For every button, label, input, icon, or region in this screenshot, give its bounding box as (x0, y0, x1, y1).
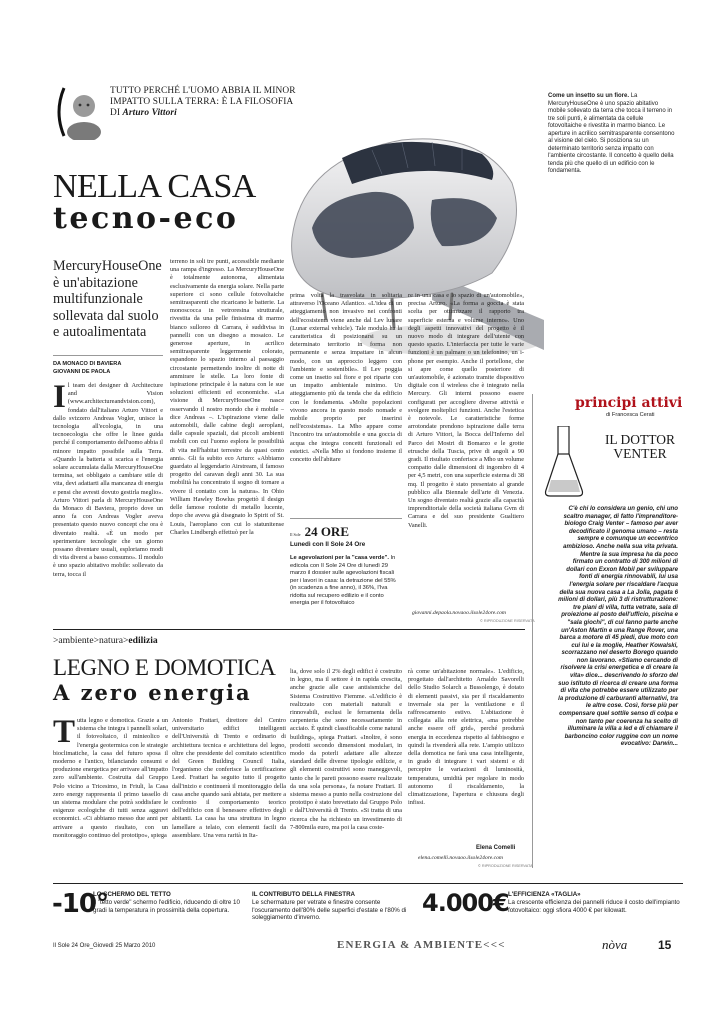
article2-author: Elena Comelli (476, 845, 516, 851)
factbar-value-3: 4.000€ (422, 889, 509, 917)
sidebar-headline: IL DOTTOR VENTER (604, 432, 676, 461)
article-column-3 (290, 292, 402, 514)
kicker-text: TUTTO PERCHÉ L'UOMO ABBIA IL MINOR IMPATTO SULLA TERRA: È LA FILOSOFIA DI (110, 86, 296, 118)
article2-column-4 (408, 668, 524, 848)
sidebar-rule (532, 394, 533, 868)
footer-brand: nòva (602, 937, 628, 952)
section-label (53, 635, 158, 646)
promo-box (290, 518, 402, 614)
section-prefix: >ambiente>natura> (53, 635, 129, 646)
column-2-text: terreno in soli tre punti, accessibile mediante una rampa d'ingresso. La MercuryHouseOne è totalmente autonoma, alimentata esclusivamente da energia solare. Nella parte superiore ci sono cellule fotovoltaiche semitrasparenti che ricaricano le batterie. La monoscocca in vetroresina strutturale, rivestita da una pelle finissima di marmo bianco sulloreo di Carrara, è suddivisa in pannelli con un disegno a mosaico. Le generose aperture, in acrilico semitrasparente leggermente colorato, espandono lo spazio interno al paesaggio circostante permettendo inoltre di notte di ammirare le stelle. La loro fonte di ispirazione principale è la natura con le sue soluzioni efficienti ed economiche. «La visione di MercuryHouseOne nasce osservando il nostro mondo che è mobile – dice Andreas –. L'ispirazione viene dalle automobili, dalle cabine degli aeroplani, dalle capsule spaziali, dai piccoli ambienti mobili con cui l'uomo esplora le possibilità di vita nell'habitat terrestre da quasi cento anni». Gli fa subito eco Arturo: «Abbiamo guardato al leggendario Airstream, il famoso progetto del caravan degli anni 30. La sua mobilità ha concentrato il sogno di tornare a vivere il contatto con la natura». In Ohio William Hawley Bowlus progettò il design delle famose roulotte di metallo lucente, dopo che aveva già disegnato lo Spirit of St. Louis, l'aeroplano con cui lo statunitense Charles Lindbergh effettuò per la (170, 258, 284, 536)
sidebar-rubric-author: di Francesca Cerati (606, 412, 655, 418)
article2-column-4-text: rà come un'abitazione normale». L'edificio, progettato dall'architetto Arnaldo Savorelli dello Studio Solarch a Bussolengo, è dotato di elementi passivi, sia per il riscaldamento invernale sia per la ventilazione e il raffrescamento estivo. L'abitazione è collegata alla rete elettrica, «ma potrebbe anche essere off grid», perché produrrà energia in eccedenza rispetto al fabbisogno e quindi la rivenderà alla rete. L'ampio utilizzo della domotica ne farà una casa intelligente, in grado di integrare i vari sistemi e di percepire le variazioni di luminosità, temperatura, umidità per regolare in modo autonomo il riscaldamento, la climatizzazione, l'apertura e chiusura degli infissi. (408, 668, 524, 807)
article2-headline: LEGNO E DOMOTICA (53, 655, 276, 680)
promo-logo: 24 ORE (304, 524, 349, 539)
factbar-text-2: Le schermature per vetrate e finestre consente l'oscuramento dell'80% delle superfici d'estate e l'80% di soleggiamento d'inverno. (252, 898, 407, 922)
article-deck: MercuryHouseOne è un'abitazione multifunzionale sollevata dal suolo e autoalimentata (53, 258, 162, 340)
article-email: giovanni.depaola.novaoo.ilsole24ore.com (412, 610, 506, 616)
factbar-rule (53, 883, 683, 884)
sidebar-rubric: principi attivi (575, 395, 683, 411)
factbar-title-1: LO SCHERMO DEL TETTO (93, 891, 171, 898)
article2-column-1-text: utta legno e domotica. Grazie a un sistema che integra i pannelli solari, il fotovoltaico, il minieolico e l'energia geotermica con le strategie bioclimatiche, la casa del futuro sposa il moderno e l'antico, bilanciando consumi e produzione energetica per arrivare all'impatto zero sull'ambiente. Costruita dal Gruppo Polo vicino a Tricesimo, in Friuli, la Casa zero energy rappresenta il primo tassello di un sistema modulare che potrà soddisfare le esigenze ecologiche di tutti senza aggravi economici. «Ci abbiamo messo due anni per arrivare a questo risultato, con un monitoraggio continuo del prototipo», spiega (53, 717, 168, 839)
promo-body: In edicola con Il Sole 24 Ore di lunedì 29 marzo il dossier sulle agevolazioni fiscali per i lavori in casa: la detrazione del 55% (in scadenza a fine anno), il 36%, l'Iva ridotta sul recupero edilizio e il conto energia per il fotovoltaico (290, 555, 396, 606)
caption-title: Come un insetto su un fiore. (548, 93, 630, 99)
article2-copyright: © RIPRODUZIONE RISERVATA (478, 864, 533, 868)
article-dropcap: I (53, 382, 66, 415)
article2-column-3-text: lia, dove solo il 2% degli edifici è costruito in legno, ma il settore è in rapida crescita, anche grazie alle case antisismiche del Sistema Costruttivo Fiemme. «L'edificio è realizzato con materiali naturali e rinnovabili, esclusi le ferramenta della carpenteria che sono necessariamente in acciaio. È quindi classificabile come natural building», spiega Frattari. «Inoltre, è sono prodotti secondo dimensioni modulari, in modo da poterli adattare alle altezze standard delle diverse tipologie edilizie, e gli elementi costruttivi sono maneggevoli, tanto che le pareti possono essere realizzate da una sola persona», fa notare Frattari. Il sistema messo a punto nella costruzione del prototipo è stato brevettato dal Gruppo Polo e dall'Università di Trento. «Si tratta di una ricerca che ha richiesto un investimento di 7-800mila euro, ma poi la casa coste- (290, 668, 402, 831)
promo-day: Lunedì con Il Sole 24 Ore (290, 541, 366, 548)
article-column-4 (408, 292, 524, 608)
kicker-name: Arturo Vittori (122, 108, 177, 118)
caption-text: La MercuryHouseOne è uno spazio abitativo mobile sollevato da terra che tocca il terreno in tre soli punti, è alimentata da cellule fotovoltaiche e rivestita in marmo bianco. Le aperture in acrilico semitrasparente consentono al visione del cielo. Si posiziona su un determinato territorio senza impatto con l'ambiente circostante. Il concetto è quello della tenda più che quello di un edificio con le fondamenta. (548, 93, 675, 174)
section-rule (53, 629, 525, 630)
article2-column-2-text: Antonio Frattari, direttore del Centro universitario edifici intelligenti dell'Università di Trento e ordinario di architettura tecnica e architettura del legno, oltre che presidente del comitato scientifico del Green Building Council Italia, l'organismo che conferisce la certificazione Leed. Frattari ha seguito tutto il progetto dall'inizio e continuerà il monitoraggio della casa anche quando sarà abitata, per mettere a confronto il comportamento teorico dell'edificio con il benessere effettivo degli abitanti. La casa ha una struttura in legno lamellare a telaio, con elementi facili da assemblare. Una vera rarità in Ita- (172, 717, 286, 839)
deck-rule (53, 355, 163, 356)
article-kicker (110, 86, 300, 119)
footer-dateline: Il Sole 24 Ore_Giovedì 25 Marzo 2010 (53, 943, 156, 949)
factbar-item-3 (508, 891, 680, 914)
article-copyright: © RIPRODUZIONE RISERVATA (480, 619, 535, 623)
article2-column-2 (172, 717, 286, 867)
factbar-item-1 (93, 891, 243, 914)
factbar-value-1: -10° (52, 889, 108, 919)
article-column-2 (170, 258, 284, 610)
headline-secondary: tecno-eco (53, 201, 239, 236)
promo-title: Le agevolazioni per la "casa verde". (290, 555, 389, 561)
factbar-text-3: La crescente efficienza dei pannelli riduce il costo dell'impianto fotovoltaico: oggi sfiora 4000 € per kilowatt. (508, 898, 680, 914)
article2-email: elena.comelli.novaoo.ilsole24ore.com (418, 855, 503, 861)
flask-icon (544, 426, 584, 498)
article2-dropcap: T (53, 717, 76, 750)
factbar-title-2: IL CONTRIBUTO DELLA FINESTRA (252, 891, 356, 898)
author-portrait (54, 84, 104, 140)
promo-text (290, 555, 402, 608)
column-3-text: prima volta la trasvolata in solitaria attraverso l'Oceano Atlantico. «L'idea di un atteggiamento non invasivo nei confronti dell'ecosistema viene anche dal Lev lunare (Lunar external vehicle). Tale modulo ha la caratteristica di posizionarsi su un determinato territorio in forma non permanente e senza impattare in alcun modo, con un approccio leggero con l'ambiente e sostenibile». Il Lev poggia come un insetto sul fiore e poi riparte con un impatto ambientale minimo. Un atteggiamento più da tenda che da edificio con le fondamenta. «Molte popolazioni vivono ancora in questo modo nomade e mobile proprio per inserirsi nell'ecosistema». La Mho appare come l'incontro tra un'automobile e una goccia di acqua che integra concetti funzionali ed estetici. «Nella Mho si fondono insieme il concetto dell'abitare (290, 292, 402, 464)
sidebar-text: C'è chi lo considera un genio, chi uno scaltro manager, di fatto l'imprenditore-biologo Craig Venter – famoso per aver decodificato il genoma umano – resta sempre e comunque un eccentrico ambizioso. Anche nella sua vita privata. Mentre la sua impresa ha da poco firmato un contratto di 300 milioni di dollari con Exxon Mobil per sviluppare fonti di energia rinnovabili, lui usa l'energia solare per riscaldare l'acqua della sua nuova casa a La Jolla, pagata 6 milioni di dollari, più 3 di ristrutturazione: tre piani di villa, tutta vetrate, sala di proiezione al posto dell'ufficio, piscina e "sala giochi", di cui fanno parte anche un'Aston Martin e una Range Rover, una barca a motore di 45 piedi, due moto con cui lui e la moglie, Heather Kowalski, scorrazzano nel deserto Borego quando non lavorano. «Stiamo cercando di risolvere la crisi energetica e di creare la vita» dice... descrivendo lo sforzo del suo istituto di ricerca di creare una forma di vita che potrebbe essere utilizzato per la produzione di carburanti alternativi, tra le altre cose. Così, forse più per compensare quel sottile senso di colpa e non tanto per coerenza ha scelto di illuminare la villa a led e di chiamare il barboncino color ruggine con un nome evocativo: Darwin... (558, 505, 678, 748)
column-1-text: l team dei designer di Architecture and Vision (www.architectureandvision.com), fondato dall'italiano Arturo Vittori e dallo svizzero Andreas Vogler, unisce la tecnologia all'ecologia, in una tecnoecologia che offre le linee guida perché il comportamento dell'uomo abbia il minore impatto possibile sulla Terra. «Quando la batteria si scarica e l'energia solare accumulata dalla MercuryHouseOne termina, sei obbligato a cambiare stile di vita, devi adattarti alla mancanza di energia e pensi che avresti dovuto gestirla meglio». Arturo Vittori parla di MercuryHouseOne da Monaco di Baviera, proprio dove un anno fa con Andreas Vogler aveva presentato questo nuovo concept che ora è diventato realtà. «È un modo per sperimentare tecnologie che un giorno possano diventare usuali, esploriamo modi di vita diversi a basso consumo». Il modulo è uno spazio abitativo mobile: sollevato da terra, tocca il (53, 382, 163, 578)
article2-column-3 (290, 668, 402, 868)
factbar-title-3: L'EFFICIENZA «TAGLIA» (508, 891, 581, 898)
headline-main: NELLA CASA (53, 168, 256, 205)
promo-logo-small: Il Sole (290, 532, 301, 537)
article2-column-1 (53, 717, 168, 867)
article2-subheadline: A zero energia (53, 680, 252, 705)
column-4-text: re in una casa e lo spazio di un'automobile», precisa Arturo. «La forma a goccia è stata scelta per ottimizzare il rapporto tra superficie esterna e volume interno». Uno degli aspetti innovativi del progetto è il nuovo modo di integrare dell'utente con questo spazio. L'interfaccia per tutte le varie funzioni è un palmare o un telefonino, un i-phone per esempio. Anche il portellone, che si apre come quello posteriore di un'automobile, è azionato tramite dispositivo digitale con il wireless che è integrato nella Mercury. Gli interni possono essere configurati per accogliere diverse attività e svolgere molteplici funzioni. Anche l'estetica è notevole. Le caratteristiche forme arrotondate prendono ispirazione dalle terra di Arturo Vittori, la Bocca dell'Inferno del Parco dei Mostri di Bomarzo e le grotte etrusche della Tuscia, prive di angoli a 90 gradi. Il risultato conferisce a Mho un volume compatto dalle dimensioni di ingombro di 4 per 4,5 metri, con una superficie esterna di 38 mq. Il progetto è stato presentato al grande pubblico alla Biennale dell'arte di Venezia. Un sogno diventato realtà grazie alla capacità imprenditoriale della società italiana Gvm di Carrara e del suo presidente Gualtiero Vanelli. (408, 292, 524, 529)
article-column-1 (53, 382, 163, 610)
author-byline: GIOVANNI DE PAOLA (53, 369, 111, 375)
section-name: edilizia (128, 635, 158, 646)
factbar-text-1: Il "tetto verde" schermo l'edificio, riducendo di oltre 10 gradi la temperatura in prossimità della copertura. (93, 898, 240, 914)
factbar-item-2 (252, 891, 412, 922)
image-caption (548, 93, 676, 176)
footer-section: ENERGIA & AMBIENTE<<< (337, 939, 506, 951)
dateline: DA MONACO DI BAVIERA (53, 361, 122, 367)
footer-page-number: 15 (658, 938, 672, 952)
